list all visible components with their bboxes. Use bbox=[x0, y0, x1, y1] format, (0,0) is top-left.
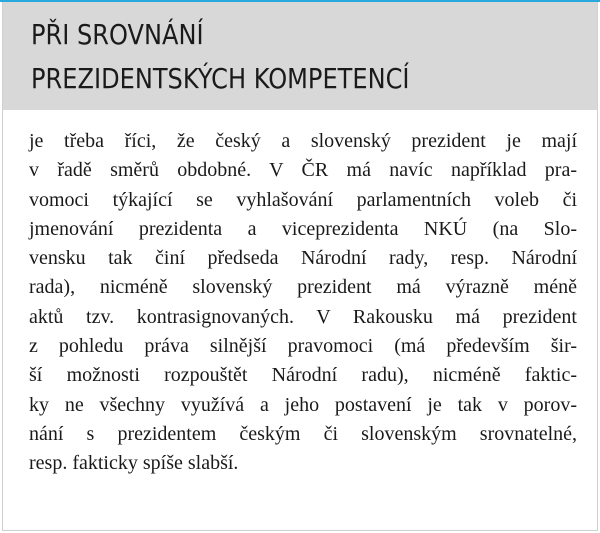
body-line: ky ne všechny využívá a jeho postavení je tak v porov- bbox=[29, 393, 577, 416]
body-paragraph bbox=[29, 127, 577, 479]
body-line: nání s prezidentem českým či slovenským srovnatelné, bbox=[29, 422, 577, 445]
body-line: jmenování prezidenta a viceprezidenta NKÚ (na Slo- bbox=[29, 217, 577, 240]
body-line: z pohledu práva silnější pravomoci (má především šir- bbox=[29, 335, 577, 358]
sidebar-box bbox=[2, 2, 598, 531]
body-line: vensku tak činí předseda Národní rady, resp. Národní bbox=[29, 247, 577, 270]
body-line: resp. fakticky spíše slabší. bbox=[29, 452, 239, 475]
body-line: rada), nicméně slovenský prezident má výrazně méně bbox=[29, 276, 577, 299]
body-line: ší možnosti rozpouštět Národní radu), nicméně faktic- bbox=[29, 364, 577, 387]
body-line: vomoci týkající se vyhlašování parlamentních voleb či bbox=[29, 188, 577, 211]
heading-line-2: PREZIDENTSKÝCH KOMPETENCÍ bbox=[31, 62, 410, 95]
heading-band bbox=[3, 2, 597, 110]
heading-line-1: PŘI SROVNÁNÍ bbox=[31, 18, 204, 51]
body-line: v řadě směrů obdobné. V ČR má navíc například pra- bbox=[29, 159, 577, 182]
body-line: je třeba říci, že český a slovenský prezident je mají bbox=[29, 130, 577, 152]
body-line: aktů tzv. kontrasignovaných. V Rakousku má prezident bbox=[29, 305, 577, 328]
box-heading bbox=[31, 13, 410, 101]
